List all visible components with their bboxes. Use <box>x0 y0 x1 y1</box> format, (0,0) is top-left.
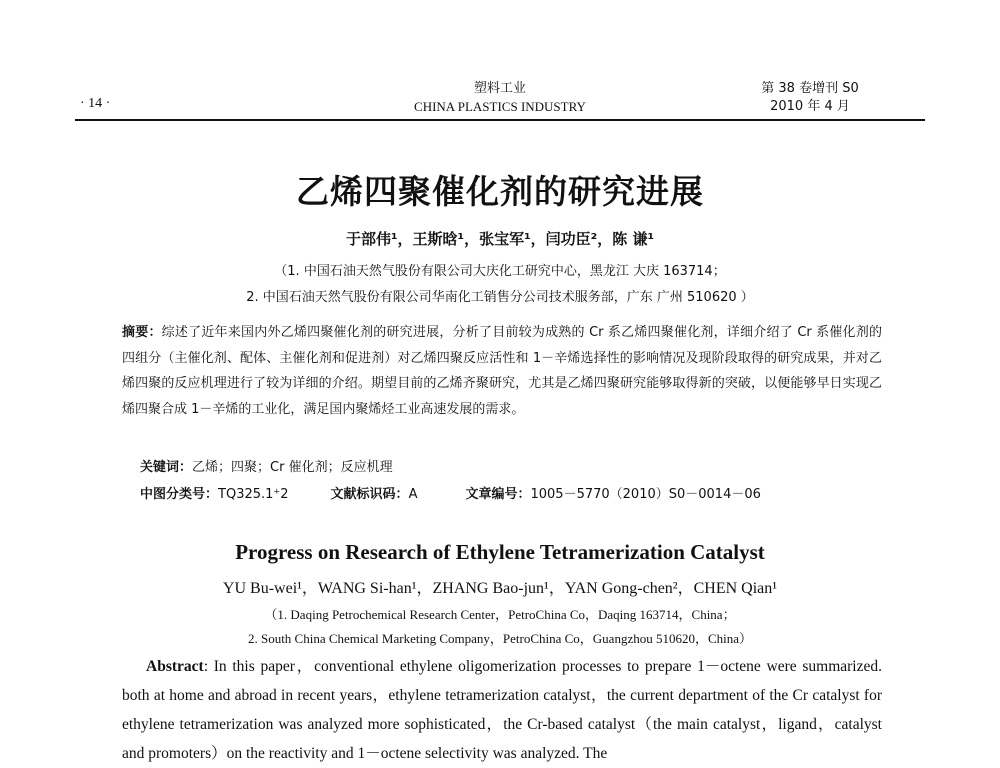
article-id-value: 1005－5770（2010）S0－0014－06 <box>530 487 761 502</box>
abstract-en <box>122 652 882 768</box>
article-id-label: 文章编号： <box>465 487 531 502</box>
issue-info <box>745 80 875 116</box>
authors-en: YU Bu-wei¹，WANG Si-han¹，ZHANG Bao-jun¹，YAN Gong-chen²，CHEN Qian¹ <box>222 580 778 597</box>
clc-value: TQ325.1⁺2 <box>218 487 289 502</box>
keywords-label: 关键词： <box>140 460 193 475</box>
classification-line <box>140 483 900 502</box>
page-number: · 14 · <box>80 96 111 111</box>
journal-name-cn: 塑料工业 <box>473 81 526 96</box>
doc-code-value: A <box>408 487 418 502</box>
header-rule <box>75 119 925 121</box>
affiliation-cn-2: 2. 中国石油天然气股份有限公司华南化工销售分公司技术服务部，广东 广州 510620 ） <box>246 290 754 305</box>
article-title-en: Progress on Research of Ethylene Tetramerization Catalyst <box>235 540 765 564</box>
abstract-cn <box>122 320 882 422</box>
abstract-en-label: Abstract <box>146 658 204 675</box>
abstract-cn-text: 综述了近年来国内外乙烯四聚催化剂的研究进展，分析了目前较为成熟的 Cr 系乙烯四聚催化剂，详细介绍了 Cr 系催化剂的四组分（主催化剂、配体、主催化剂和促进剂）对乙烯四聚反应活性和 1－辛烯选择性的影响情况及现阶段取得的研究成果，并对乙烯四聚的反应机理进行了较为详细的介绍。期望目前的乙烯齐聚研究，尤其是乙烯四聚研究能够取得新的突破，以便能够早日实现乙烯四聚合成 1－辛烯的工业化，满足国内聚烯烃工业高速发展的需求。 <box>122 325 882 417</box>
clc-label: 中图分类号： <box>140 487 219 502</box>
volume-info: 第 38 卷增刊 S0 <box>761 81 859 96</box>
journal-name-en: CHINA PLASTICS INDUSTRY <box>414 99 586 114</box>
affiliation-cn-1: （1. 中国石油天然气股份有限公司大庆化工研究中心，黑龙江 大庆 163714； <box>274 264 726 279</box>
article-title-cn: 乙烯四聚催化剂的研究进展 <box>296 172 704 211</box>
keywords-text: 乙烯；四聚；Cr 催化剂；反应机理 <box>192 460 393 475</box>
doc-code-label: 文献标识码： <box>330 487 409 502</box>
authors-cn: 于部伟¹，王斯晗¹，张宝军¹，闫功臣²，陈 谦¹ <box>345 230 655 248</box>
affiliation-en-2: 2. South China Chemical Marketing Company，PetroChina Co，Guangzhou 510620，China） <box>247 631 753 646</box>
abstract-cn-label: 摘要： <box>122 325 162 340</box>
keywords-cn <box>140 456 393 475</box>
issue-date: 2010 年 4 月 <box>770 99 850 114</box>
abstract-en-text: : In this paper，conventional ethylene oligomerization processes to prepare 1－octene were summarized. both at home and abroad in recent years，ethylene tetramerization catalyst，the current department of the Cr catalyst for ethylene tetramerization was analyzed more sophisticated，the Cr-based catalyst（the main catalyst，ligand，catalyst and promoters）on the reactivity and 1－octene selectivity was analyzed. The <box>122 658 882 762</box>
affiliation-en-1: （1. Daqing Petrochemical Research Center，PetroChina Co，Daqing 163714，China； <box>264 607 736 622</box>
